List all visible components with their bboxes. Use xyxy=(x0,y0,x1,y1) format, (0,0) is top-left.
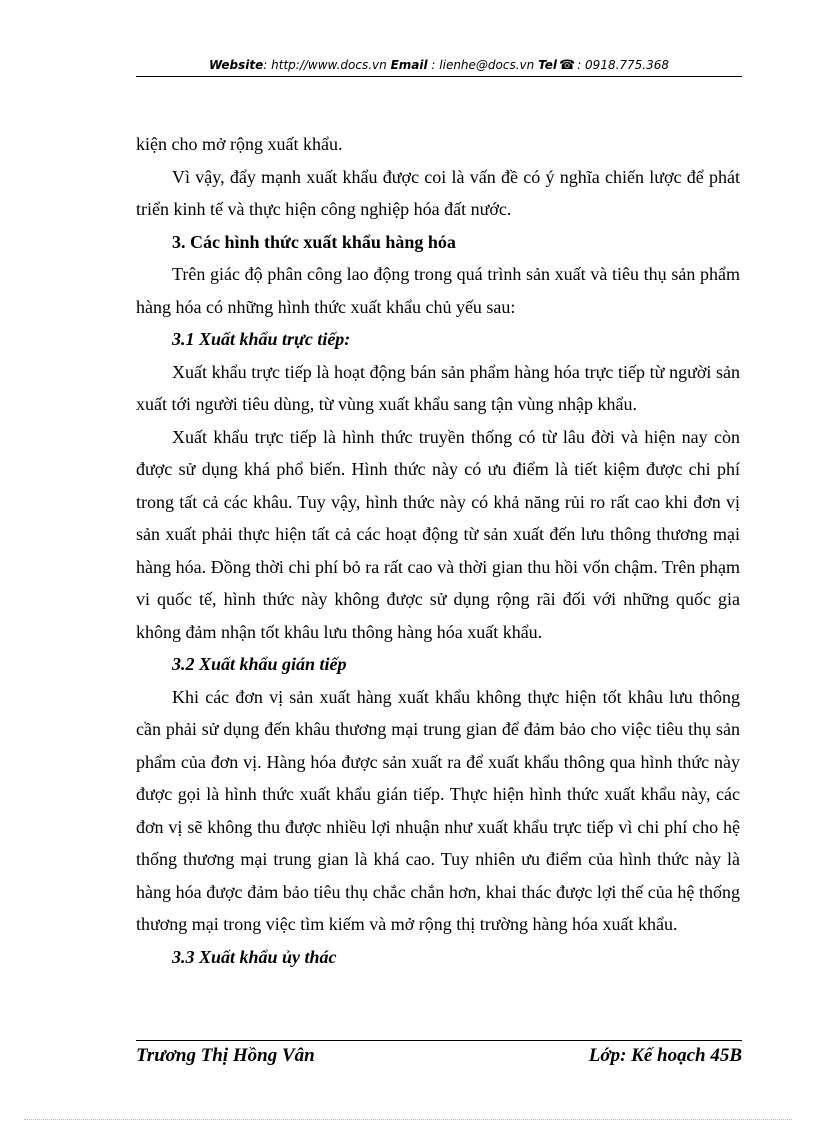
paragraph-continuation: kiện cho mở rộng xuất khẩu. xyxy=(136,134,343,154)
subsection-heading: 3.2 Xuất khẩu gián tiếp xyxy=(172,654,347,674)
paragraph: Xuất khẩu trực tiếp là hình thức truyền thống có từ lâu đời và hiện nay còn được sử dụng khá phổ biến. Hình thức này có ưu điểm là tiết kiệm được chi phí trong tất cả các khâu. Tuy vậy, hình thức này có khả năng rủi ro rất cao khi đơn vị sản xuất phải thực hiện tất cả các hoạt động từ sản xuất đến lưu thông thương mại hàng hóa. Đồng thời chi phí bỏ ra rất cao và thời gian thu hồi vốn chậm. Trên phạm vi quốc tế, hình thức này không được sử dụng rộng rãi đối với những quốc gia không đảm nhận tốt khâu lưu thông hàng hóa xuất khẩu. xyxy=(136,426,740,642)
paragraph: Vì vậy, đẩy mạnh xuất khẩu được coi là vấn đề có ý nghĩa chiến lược để phát triển kinh tế và thực hiện công nghiệp hóa đất nước. xyxy=(136,166,740,219)
page-header xyxy=(136,54,742,77)
email-label: Email xyxy=(390,58,428,72)
tel-label: Tel xyxy=(538,58,557,72)
website-label: Website xyxy=(208,58,264,72)
section-heading: 3. Các hình thức xuất khẩu hàng hóa xyxy=(172,231,456,252)
page-footer xyxy=(136,1040,742,1067)
website-value: : http://www.docs.vn xyxy=(263,58,387,72)
paragraph: Trên giác độ phân công lao động trong quá trình sản xuất và tiêu thụ sản phẩm hàng hóa có những hình thức xuất khẩu chủ yếu sau: xyxy=(136,264,740,317)
document-body xyxy=(136,128,740,973)
page-edge-divider xyxy=(24,1119,792,1120)
paragraph: Khi các đơn vị sản xuất hàng xuất khẩu không thực hiện tốt khâu lưu thông cần phải sử dụng đến khâu thương mại trung gian để đảm bảo cho việc tiêu thụ sản phẩm của đơn vị. Hàng hóa được sản xuất ra để xuất khẩu thông qua hình thức này được gọi là hình thức xuất khẩu gián tiếp. Thực hiện hình thức xuất khẩu này, các đơn vị sẽ không thu được nhiều lợi nhuận như xuất khẩu trực tiếp vì chi phí cho hệ thống thương mại trung gian là khá cao. Tuy nhiên ưu điểm của hình thức này là hàng hóa được đảm bảo tiêu thụ chắc chắn hơn, khai thác được lợi thế của hệ thống thương mại trong việc tìm kiếm và mở rộng thị trường hàng hóa xuất khẩu. xyxy=(136,686,740,934)
email-value: : lienhe@docs.vn xyxy=(431,58,535,72)
subsection-heading: 3.3 Xuất khẩu ủy thác xyxy=(172,946,337,967)
telephone-icon: ☎ xyxy=(558,58,576,73)
footer-author: Trương Thị Hồng Vân xyxy=(136,1045,315,1066)
footer-class: Lớp: Kế hoạch 45B xyxy=(588,1045,742,1066)
tel-value: : 0918.775.368 xyxy=(577,58,670,72)
subsection-heading: 3.1 Xuất khẩu trực tiếp: xyxy=(172,329,351,349)
paragraph: Xuất khẩu trực tiếp là hoạt động bán sản phẩm hàng hóa trực tiếp từ người sản xuất tới người tiêu dùng, từ vùng xuất khẩu sang tận vùng nhập khẩu. xyxy=(136,361,740,414)
